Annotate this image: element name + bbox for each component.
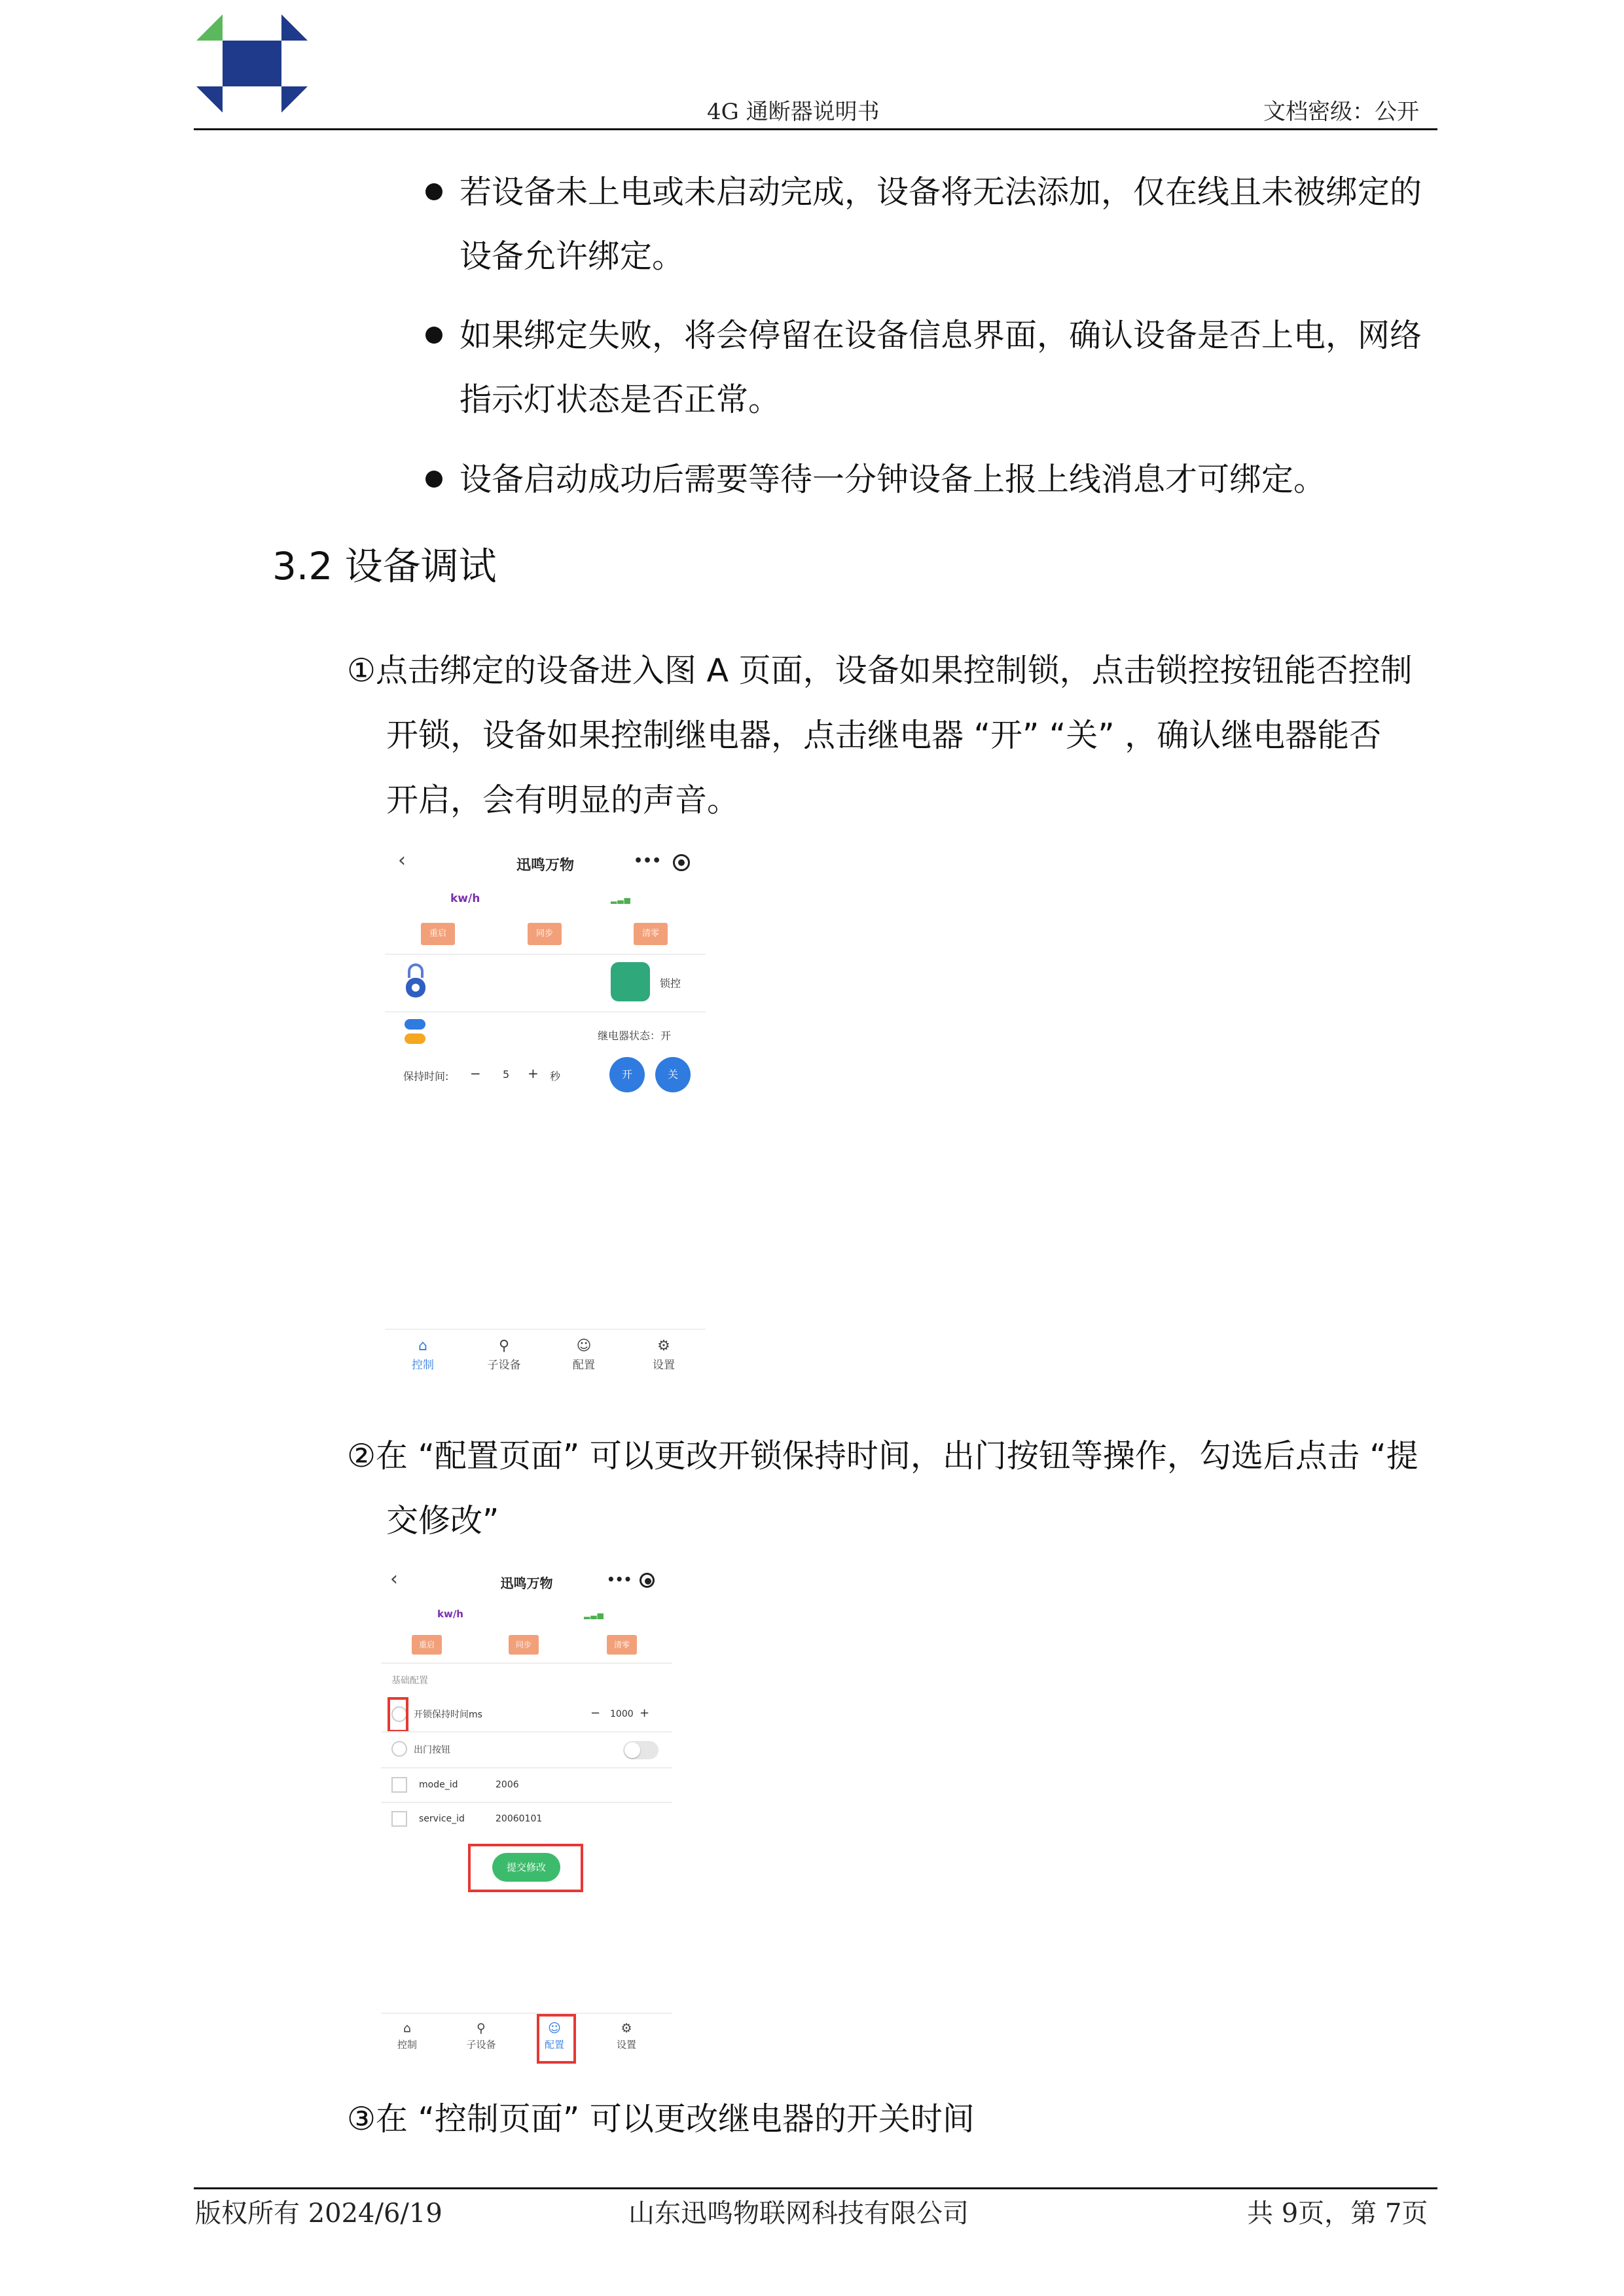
step-line: 开锁，设备如果控制继电器，点击继电器 “开” “关” ，确认继电器能否 xyxy=(386,717,1382,754)
section-title: 3.2 设备调试 xyxy=(272,544,497,588)
step-line: 开启，会有明显的声音。 xyxy=(386,781,740,819)
lock-control-icon[interactable] xyxy=(611,962,650,1001)
gear-icon: ⚙ xyxy=(657,1338,670,1354)
hold-time-value[interactable]: 5 xyxy=(503,1068,510,1081)
user-icon: ☺ xyxy=(548,2021,561,2036)
nav-control[interactable]: ⌂ 控制 xyxy=(397,1337,449,1372)
unlock-hold-label: 开锁保持时间ms xyxy=(414,1710,482,1720)
clear-button[interactable]: 清零 xyxy=(607,1635,637,1655)
bullet-line: 指示灯状态是否正常。 xyxy=(460,381,781,418)
relay-switch-icon[interactable] xyxy=(405,1019,425,1030)
nav-control[interactable]: ⌂ 控制 xyxy=(388,2019,427,2051)
signal-icon: ▂▃▅ xyxy=(611,895,631,904)
relay-status: 继电器状态：开 xyxy=(598,1030,672,1042)
step-2-paragraph xyxy=(347,1424,1447,1554)
highlight-box xyxy=(388,1697,408,1732)
hold-time-unit: 秒 xyxy=(550,1070,561,1083)
exit-button-checkbox[interactable] xyxy=(391,1741,407,1757)
clear-button[interactable]: 清零 xyxy=(634,923,668,945)
increment-button[interactable]: + xyxy=(528,1066,539,1081)
service-id-value: 20060101 xyxy=(496,1814,543,1824)
divider xyxy=(385,1011,706,1013)
decrement-button[interactable]: − xyxy=(590,1706,601,1720)
target-icon[interactable] xyxy=(640,1573,655,1588)
padlock-icon[interactable] xyxy=(405,962,427,999)
exit-button-label: 出门按钮 xyxy=(414,1745,450,1755)
service-id-checkbox[interactable] xyxy=(391,1811,407,1827)
bullet-item xyxy=(425,304,1447,435)
divider xyxy=(385,954,706,955)
user-icon: ☺ xyxy=(576,1338,592,1354)
footer-company: 山东迅鸣物联网科技有限公司 xyxy=(628,2198,969,2229)
relay-off-button[interactable]: 关 xyxy=(655,1057,691,1092)
nav-sub-devices[interactable]: ⚲ 子设备 xyxy=(458,2019,504,2051)
screenshot-config-page xyxy=(381,1568,672,2075)
divider xyxy=(381,1731,672,1732)
highlight-box xyxy=(537,2014,576,2064)
bullet-item xyxy=(425,448,1447,513)
bullet-line: 设备启动成功后需要等待一分钟设备上报上线消息才可绑定。 xyxy=(460,461,1326,498)
home-icon: ⌂ xyxy=(418,1338,427,1354)
nav-config[interactable]: ☺ 配置 xyxy=(535,2019,574,2051)
submit-changes-button[interactable]: 提交修改 xyxy=(492,1853,560,1882)
mode-id-key: mode_id xyxy=(419,1780,458,1790)
footer-page-number: 共 9页，第 7页 xyxy=(1247,2198,1428,2229)
bullet-dot xyxy=(425,471,442,488)
step-3-paragraph xyxy=(347,2087,1447,2152)
doc-classification: 文档密级：公开 xyxy=(1263,99,1419,125)
step-1-paragraph xyxy=(347,638,1447,834)
header-rule xyxy=(194,128,1437,130)
sync-button[interactable]: 同步 xyxy=(528,923,562,945)
lock-control-label: 锁控 xyxy=(660,977,681,990)
highlight-box xyxy=(468,1844,583,1892)
target-icon[interactable] xyxy=(673,854,690,871)
sync-button[interactable]: 同步 xyxy=(509,1635,539,1655)
app-title: 迅鸣万物 xyxy=(500,1575,553,1591)
nav-config[interactable]: ☺ 配置 xyxy=(558,1337,610,1372)
unlock-hold-value[interactable]: 1000 xyxy=(610,1709,634,1719)
service-id-key: service_id xyxy=(419,1814,465,1824)
gear-icon: ⚙ xyxy=(621,2021,632,2036)
bullet-item xyxy=(425,160,1447,291)
more-icon[interactable]: ••• xyxy=(607,1571,632,1587)
home-icon: ⌂ xyxy=(403,2021,412,2036)
relay-on-button[interactable]: 开 xyxy=(609,1057,645,1092)
back-icon[interactable]: ‹ xyxy=(390,1568,398,1590)
divider xyxy=(381,1802,672,1803)
mode-id-value: 2006 xyxy=(496,1780,519,1790)
nav-settings[interactable]: ⚙ 设置 xyxy=(638,1337,690,1372)
bullet-dot xyxy=(425,327,442,344)
restart-button[interactable]: 重启 xyxy=(412,1635,442,1655)
nav-sub-devices[interactable]: ⚲ 子设备 xyxy=(478,1337,530,1372)
footer-copyright: 版权所有 2024/6/19 xyxy=(195,2198,442,2229)
bullet-line: 若设备未上电或未启动完成，设备将无法添加，仅在线且未被绑定的 xyxy=(460,173,1422,211)
company-logo xyxy=(196,14,308,113)
section-label: 基础配置 xyxy=(391,1676,428,1686)
divider xyxy=(381,1767,672,1768)
hold-time-label: 保持时间: xyxy=(403,1070,449,1083)
nav-settings[interactable]: ⚙ 设置 xyxy=(607,2019,646,2051)
step-line: ③在 “控制页面” 可以更改继电器的开关时间 xyxy=(347,2100,975,2138)
app-title: 迅鸣万物 xyxy=(516,857,574,874)
divider xyxy=(381,1662,672,1664)
energy-unit: kw/h xyxy=(437,1608,463,1620)
back-icon[interactable]: ‹ xyxy=(398,849,406,872)
restart-button[interactable]: 重启 xyxy=(421,923,455,945)
increment-button[interactable]: + xyxy=(640,1706,650,1720)
divider xyxy=(381,2013,672,2014)
step-line: 交修改” xyxy=(386,1502,499,1539)
signal-icon: ▂▃▅ xyxy=(584,1610,604,1619)
bullet-line: 如果绑定失败，将会停留在设备信息界面，确认设备是否上电，网络 xyxy=(460,317,1422,354)
more-icon[interactable]: ••• xyxy=(634,853,662,869)
step-line: ②在 “配置页面” 可以更改开锁保持时间，出门按钮等操作，勾选后点击 “提 xyxy=(347,1437,1418,1475)
mode-id-checkbox[interactable] xyxy=(391,1777,407,1793)
footer-rule xyxy=(194,2187,1437,2189)
divider xyxy=(385,1329,706,1330)
decrement-button[interactable]: − xyxy=(470,1066,481,1081)
bullet-line: 设备允许绑定。 xyxy=(460,238,685,275)
doc-title: 4G 通断器说明书 xyxy=(707,99,880,125)
search-icon: ⚲ xyxy=(477,2021,486,2036)
screenshot-control-page xyxy=(385,848,706,1404)
exit-button-toggle[interactable] xyxy=(623,1741,659,1759)
bullet-dot xyxy=(425,183,442,200)
step-line: ①点击绑定的设备进入图 A 页面，设备如果控制锁，点击锁控按钮能否控制 xyxy=(347,652,1413,689)
relay-switch-icon[interactable] xyxy=(405,1033,425,1044)
search-icon: ⚲ xyxy=(498,1338,510,1354)
energy-unit: kw/h xyxy=(450,892,480,905)
